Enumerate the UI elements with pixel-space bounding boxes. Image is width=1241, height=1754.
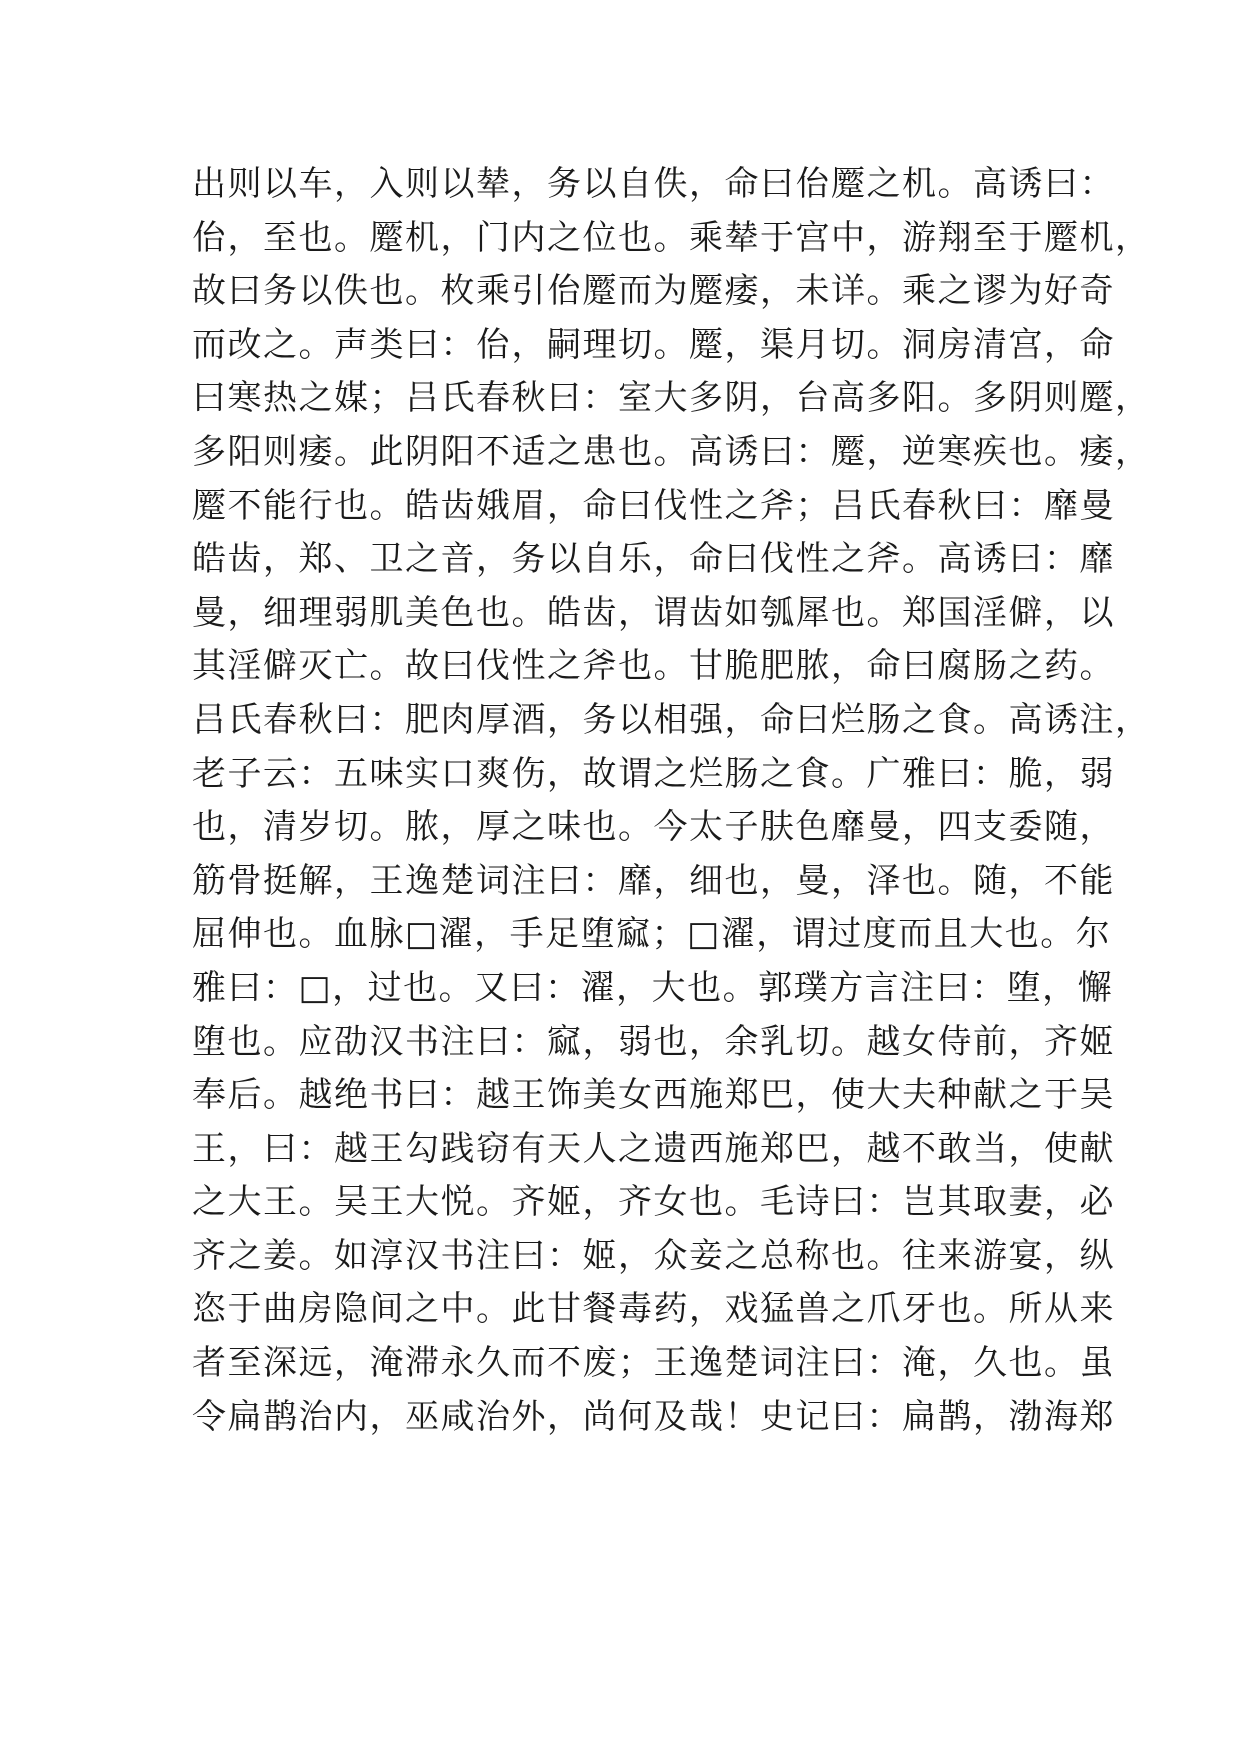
text-line: 堕也。应劭汉书注曰：窳，弱也，余乳切。越女侍前，齐姬 [192,1021,1115,1062]
text-line: 曼，细理弱肌美色也。皓齿，谓齿如瓠犀也。郑国淫僻，以 [192,592,1115,633]
text-line: 曰寒热之媒；吕氏春秋曰：室大多阴，台高多阳。多阴则蹷， [192,378,1151,419]
text-line: 其淫僻灭亡。故曰伐性之斧也。甘脆肥脓，命曰腐肠之药。 [192,646,1115,687]
text-line: 雅曰：□，过也。又曰：濯，大也。郭璞方言注曰：堕，懈 [192,967,1114,1008]
text-line: 之大王。吴王大悦。齐姬，齐女也。毛诗曰：岂其取妻，必 [192,1182,1115,1223]
text-line: 王，曰：越王勾践窃有天人之遗西施郑巴，越不敢当，使献 [192,1128,1115,1169]
text-line: 屈伸也。血脉□濯，手足堕窳；□濯，谓过度而且大也。尔 [192,914,1112,955]
text-line: 吕氏春秋曰：肥肉厚酒，务以相强，命曰烂肠之食。高诱注， [192,699,1151,740]
text-line: 而改之。声类曰：佁，嗣理切。蹷，渠月切。洞房清宫，命 [192,324,1115,365]
body-text [192,158,1151,1444]
text-line: 皓齿，郑、卫之音，务以自乐，命曰伐性之斧。高诱曰：靡 [192,539,1115,580]
text-line: 也，清岁切。脓，厚之味也。今太子肤色靡曼，四支委随， [192,807,1115,848]
text-line: 齐之姜。如淳汉书注曰：姬，众妾之总称也。往来游宴，纵 [192,1235,1115,1276]
text-line: 筋骨挺解，王逸楚词注曰：靡，细也，曼，泽也。随，不能 [192,860,1115,901]
text-line: 者至深远，淹滞永久而不废；王逸楚词注曰：淹，久也。虽 [192,1343,1115,1384]
text-line: 令扁鹊治内，巫咸治外，尚何及哉！史记曰：扁鹊，渤海郑 [192,1396,1115,1437]
text-line: 老子云：五味实口爽伤，故谓之烂肠之食。广雅曰：脆，弱 [192,753,1115,794]
text-line: 多阳则痿。此阴阳不适之患也。高诱曰：蹷，逆寒疾也。痿， [192,431,1151,472]
text-line: 故曰务以佚也。枚乘引佁蹷而为蹷痿，未详。乘之谬为好奇 [192,271,1115,312]
text-line: 出则以车，入则以辇，务以自佚，命曰佁蹷之机。高诱曰： [192,164,1115,204]
text-line: 佁，至也。蹷机，门内之位也。乘辇于宫中，游翔至于蹷机， [192,217,1151,258]
text-line: 恣于曲房隐间之中。此甘餐毒药，戏猛兽之爪牙也。所从来 [192,1289,1115,1330]
text-line: 蹷不能行也。皓齿娥眉，命曰伐性之斧；吕氏春秋曰：靡曼 [192,485,1115,526]
text-line: 奉后。越绝书曰：越王饰美女西施郑巴，使大夫种献之于吴 [192,1075,1115,1116]
